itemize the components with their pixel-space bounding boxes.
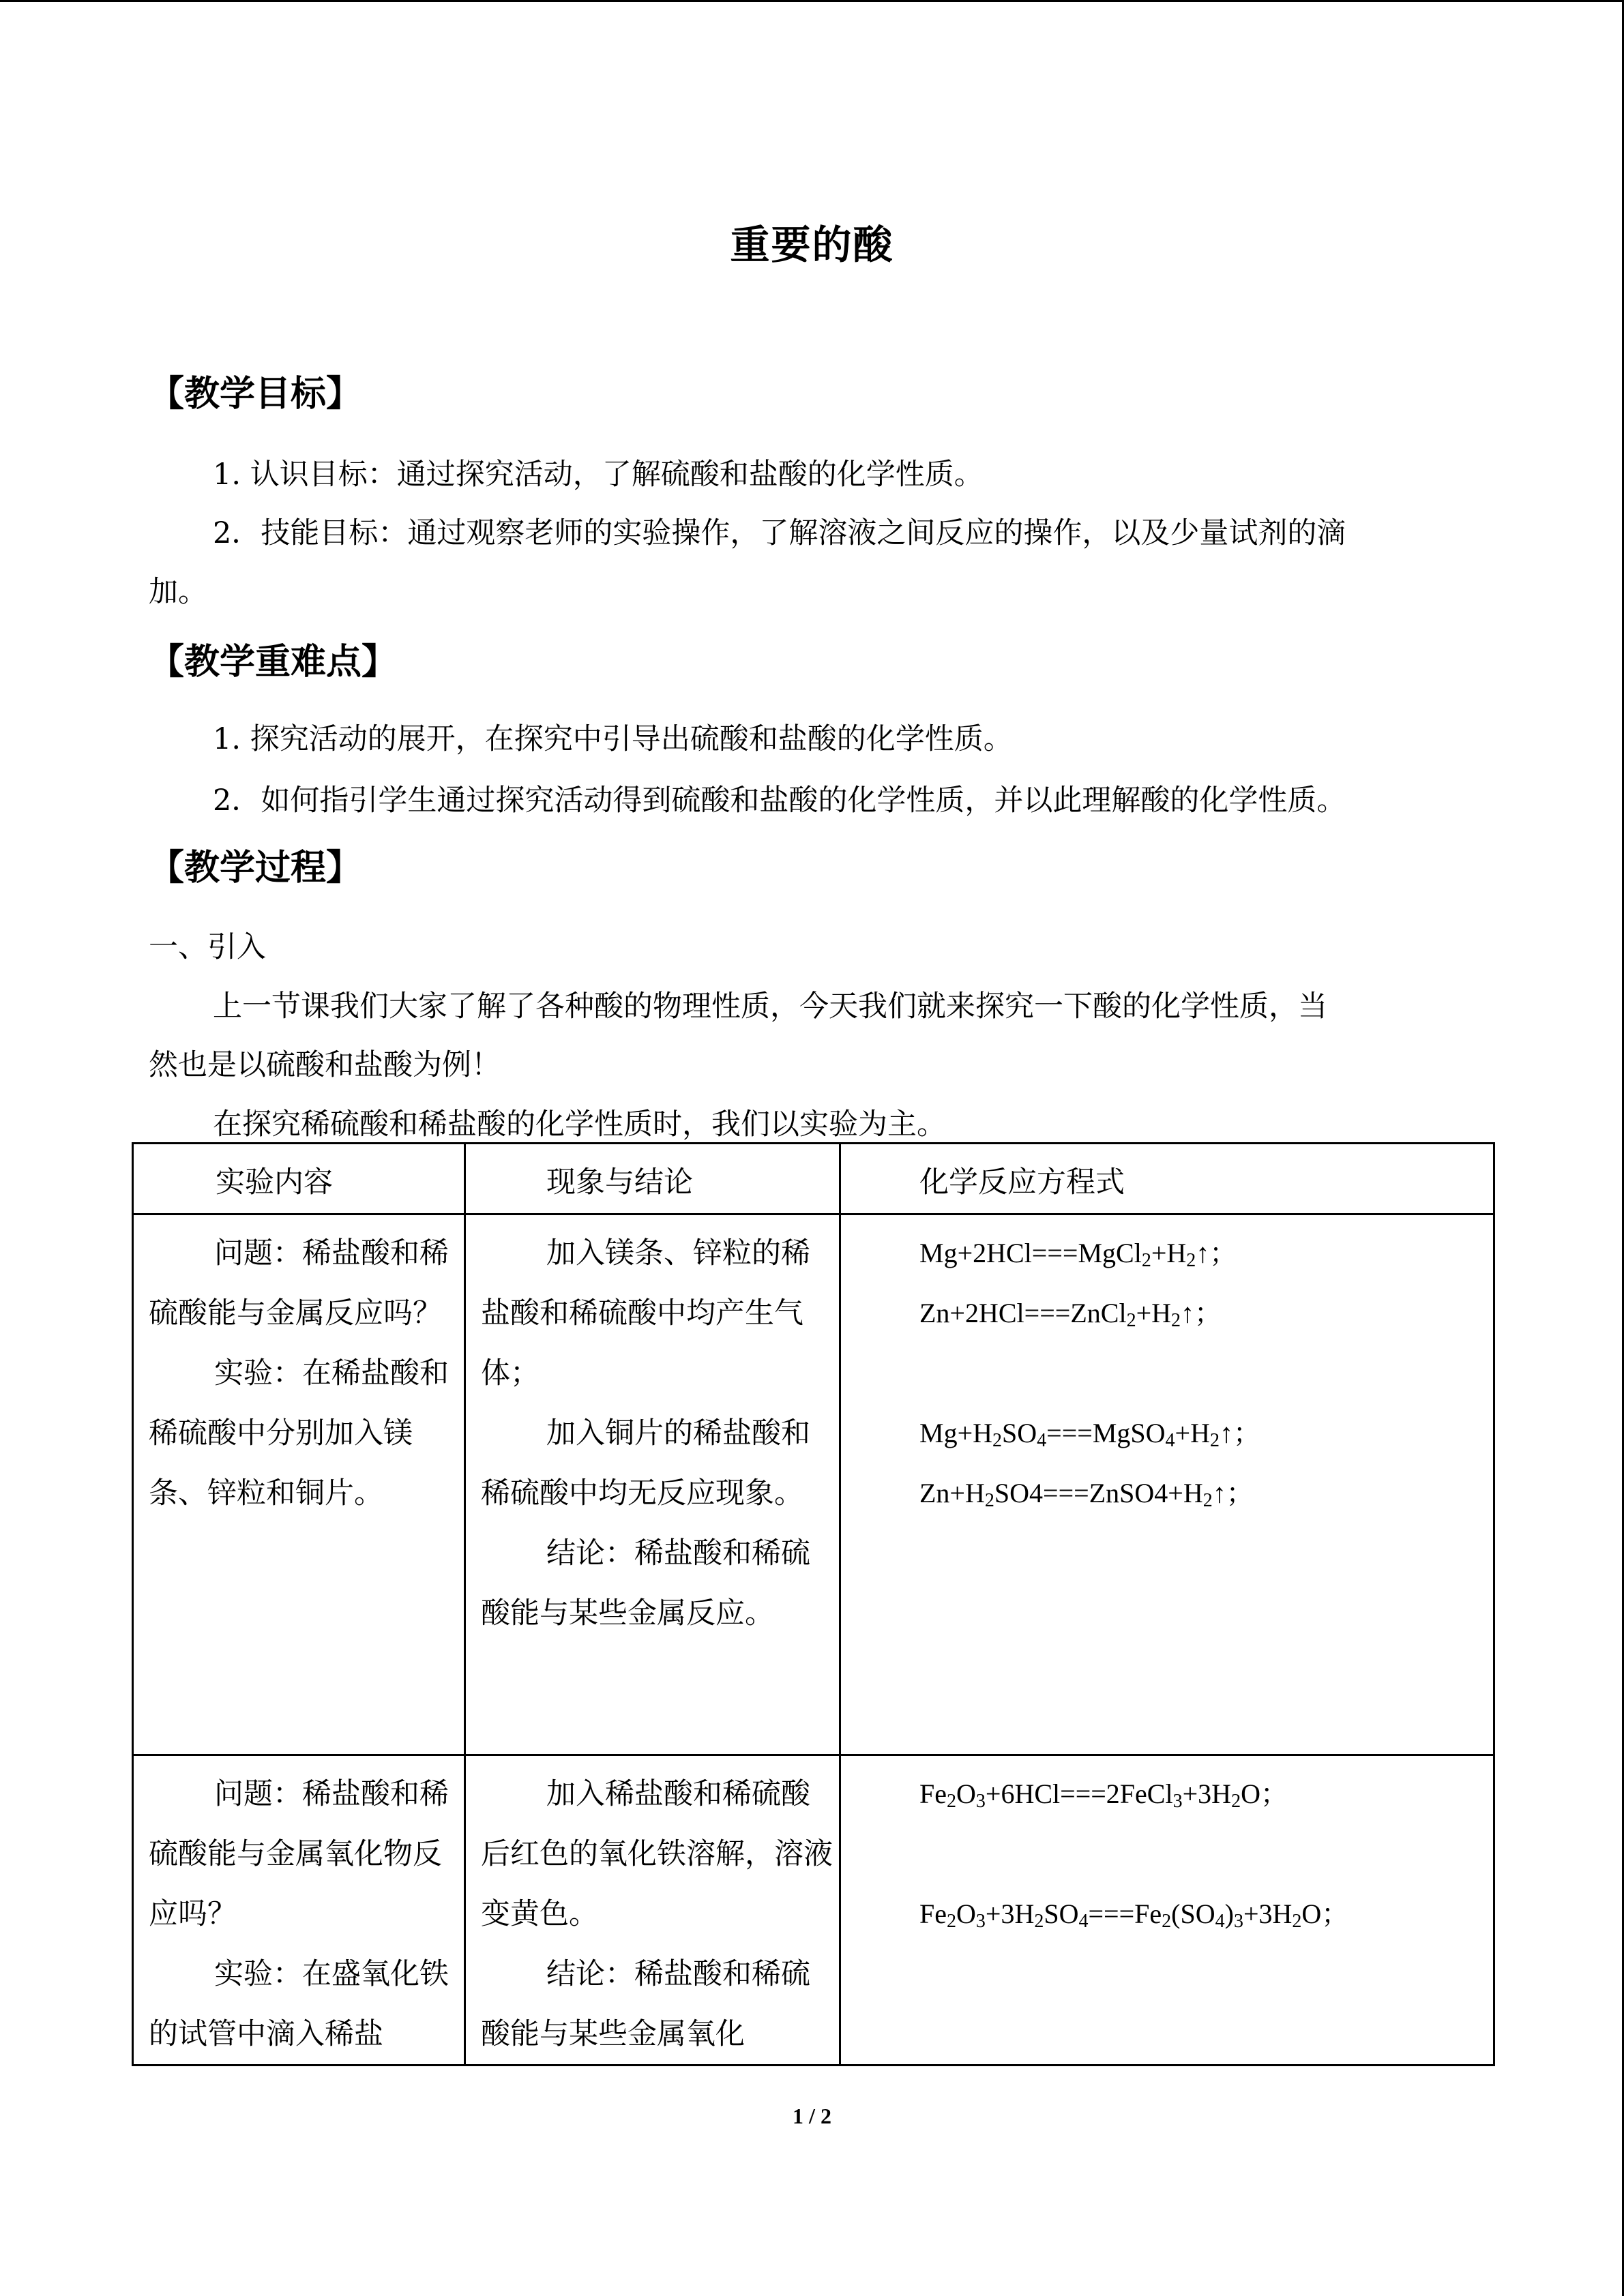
row1-conclusion: 结论：稀盐酸和稀硫酸能与某些金属反应。 xyxy=(481,1536,810,1630)
row2-content xyxy=(133,1755,465,2066)
row1-phenomena xyxy=(465,1214,840,1755)
row2-question: 问题：稀盐酸和稀硫酸能与金属氧化物反应吗？ xyxy=(149,1777,449,1931)
row2-equations xyxy=(840,1755,1494,2066)
intro-subheading: 一、引入 xyxy=(149,930,266,964)
row2-observation: 加入稀盐酸和稀硫酸后红色的氧化铁溶解，溶液变黄色。 xyxy=(481,1777,833,1931)
page-number: 1 / 2 xyxy=(793,2104,831,2128)
objective-item-1: 1. 认识目标：通过探究活动，了解硫酸和盐酸的化学性质。 xyxy=(213,458,984,492)
row2-phenomena xyxy=(465,1755,840,2066)
objectives-heading: 【教学目标】 xyxy=(149,374,362,415)
equation-zn-hcl: $Zn+2HCl===ZnCl_2+H_2↑$； xyxy=(919,1298,1222,1331)
equation-spacer xyxy=(919,1343,1493,1403)
equation-mg-h2so4: $Mg+H_2SO_4===MgSO_4+H_2↑$； xyxy=(919,1418,1260,1451)
row1-question: 问题：稀盐酸和稀硫酸能与金属反应吗？ xyxy=(149,1236,449,1330)
equation-mg-hcl: $Mg+2HCl===MgCl_2+H_2↑$； xyxy=(919,1238,1237,1271)
page-title: 重要的酸 xyxy=(730,222,894,268)
equation-zn-h2so4: $Zn+H_2SO4===ZnSO4+H_2↑$； xyxy=(919,1478,1254,1511)
row1-equations xyxy=(840,1214,1494,1755)
equation-spacer xyxy=(919,1824,1493,1884)
row1-experiment: 实验：在稀盐酸和稀硫酸中分别加入镁条、锌粒和铜片。 xyxy=(149,1356,449,1510)
intro-paragraph-cont: 然也是以硫酸和盐酸为例！ xyxy=(149,1048,501,1082)
equation-fe2o3-h2so4: $Fe_2O_3+3H_2SO_4===Fe_2(SO_4)_3+3H_2O$； xyxy=(919,1898,1349,1932)
table-row xyxy=(133,1214,1494,1755)
header-equations: 化学反应方程式 xyxy=(840,1144,1494,1214)
header-phenomena: 现象与结论 xyxy=(465,1144,840,1214)
row1-content xyxy=(133,1214,465,1755)
table-row xyxy=(133,1755,1494,2066)
difficulty-item-1: 1. 探究活动的展开，在探究中引导出硫酸和盐酸的化学性质。 xyxy=(213,722,1013,756)
experiment-table xyxy=(132,1142,1495,2066)
row2-experiment: 实验：在盛氧化铁的试管中滴入稀盐 xyxy=(149,1957,449,2051)
difficulty-item-2: 2．如何指引学生通过探究活动得到硫酸和盐酸的化学性质，并以此理解酸的化学性质。 xyxy=(213,784,1346,818)
header-content: 实验内容 xyxy=(133,1144,465,1214)
row1-observation-2: 加入铜片的稀盐酸和稀硫酸中均无反应现象。 xyxy=(481,1416,810,1510)
row2-conclusion: 结论：稀盐酸和稀硫酸能与某些金属氧化 xyxy=(481,1957,810,2051)
objective-item-2-cont: 加。 xyxy=(149,575,207,609)
difficulties-heading: 【教学重难点】 xyxy=(149,642,398,683)
table-header-row xyxy=(133,1144,1494,1214)
intro-paragraph: 上一节课我们大家了解了各种酸的物理性质，今天我们就来探究一下酸的化学性质，当 xyxy=(213,989,1327,1024)
row1-observation-1: 加入镁条、锌粒的稀盐酸和稀硫酸中均产生气体； xyxy=(481,1236,810,1390)
objective-item-2: 2．技能目标：通过观察老师的实验操作，了解溶液之间反应的操作，以及少量试剂的滴 xyxy=(213,516,1346,550)
equation-fe2o3-hcl: $Fe_2O_3+6HCl===2FeCl_3+3H_2O$； xyxy=(919,1778,1288,1812)
process-heading: 【教学过程】 xyxy=(149,848,362,889)
intro-paragraph-2: 在探究稀硫酸和稀盐酸的化学性质时，我们以实验为主。 xyxy=(213,1107,946,1142)
